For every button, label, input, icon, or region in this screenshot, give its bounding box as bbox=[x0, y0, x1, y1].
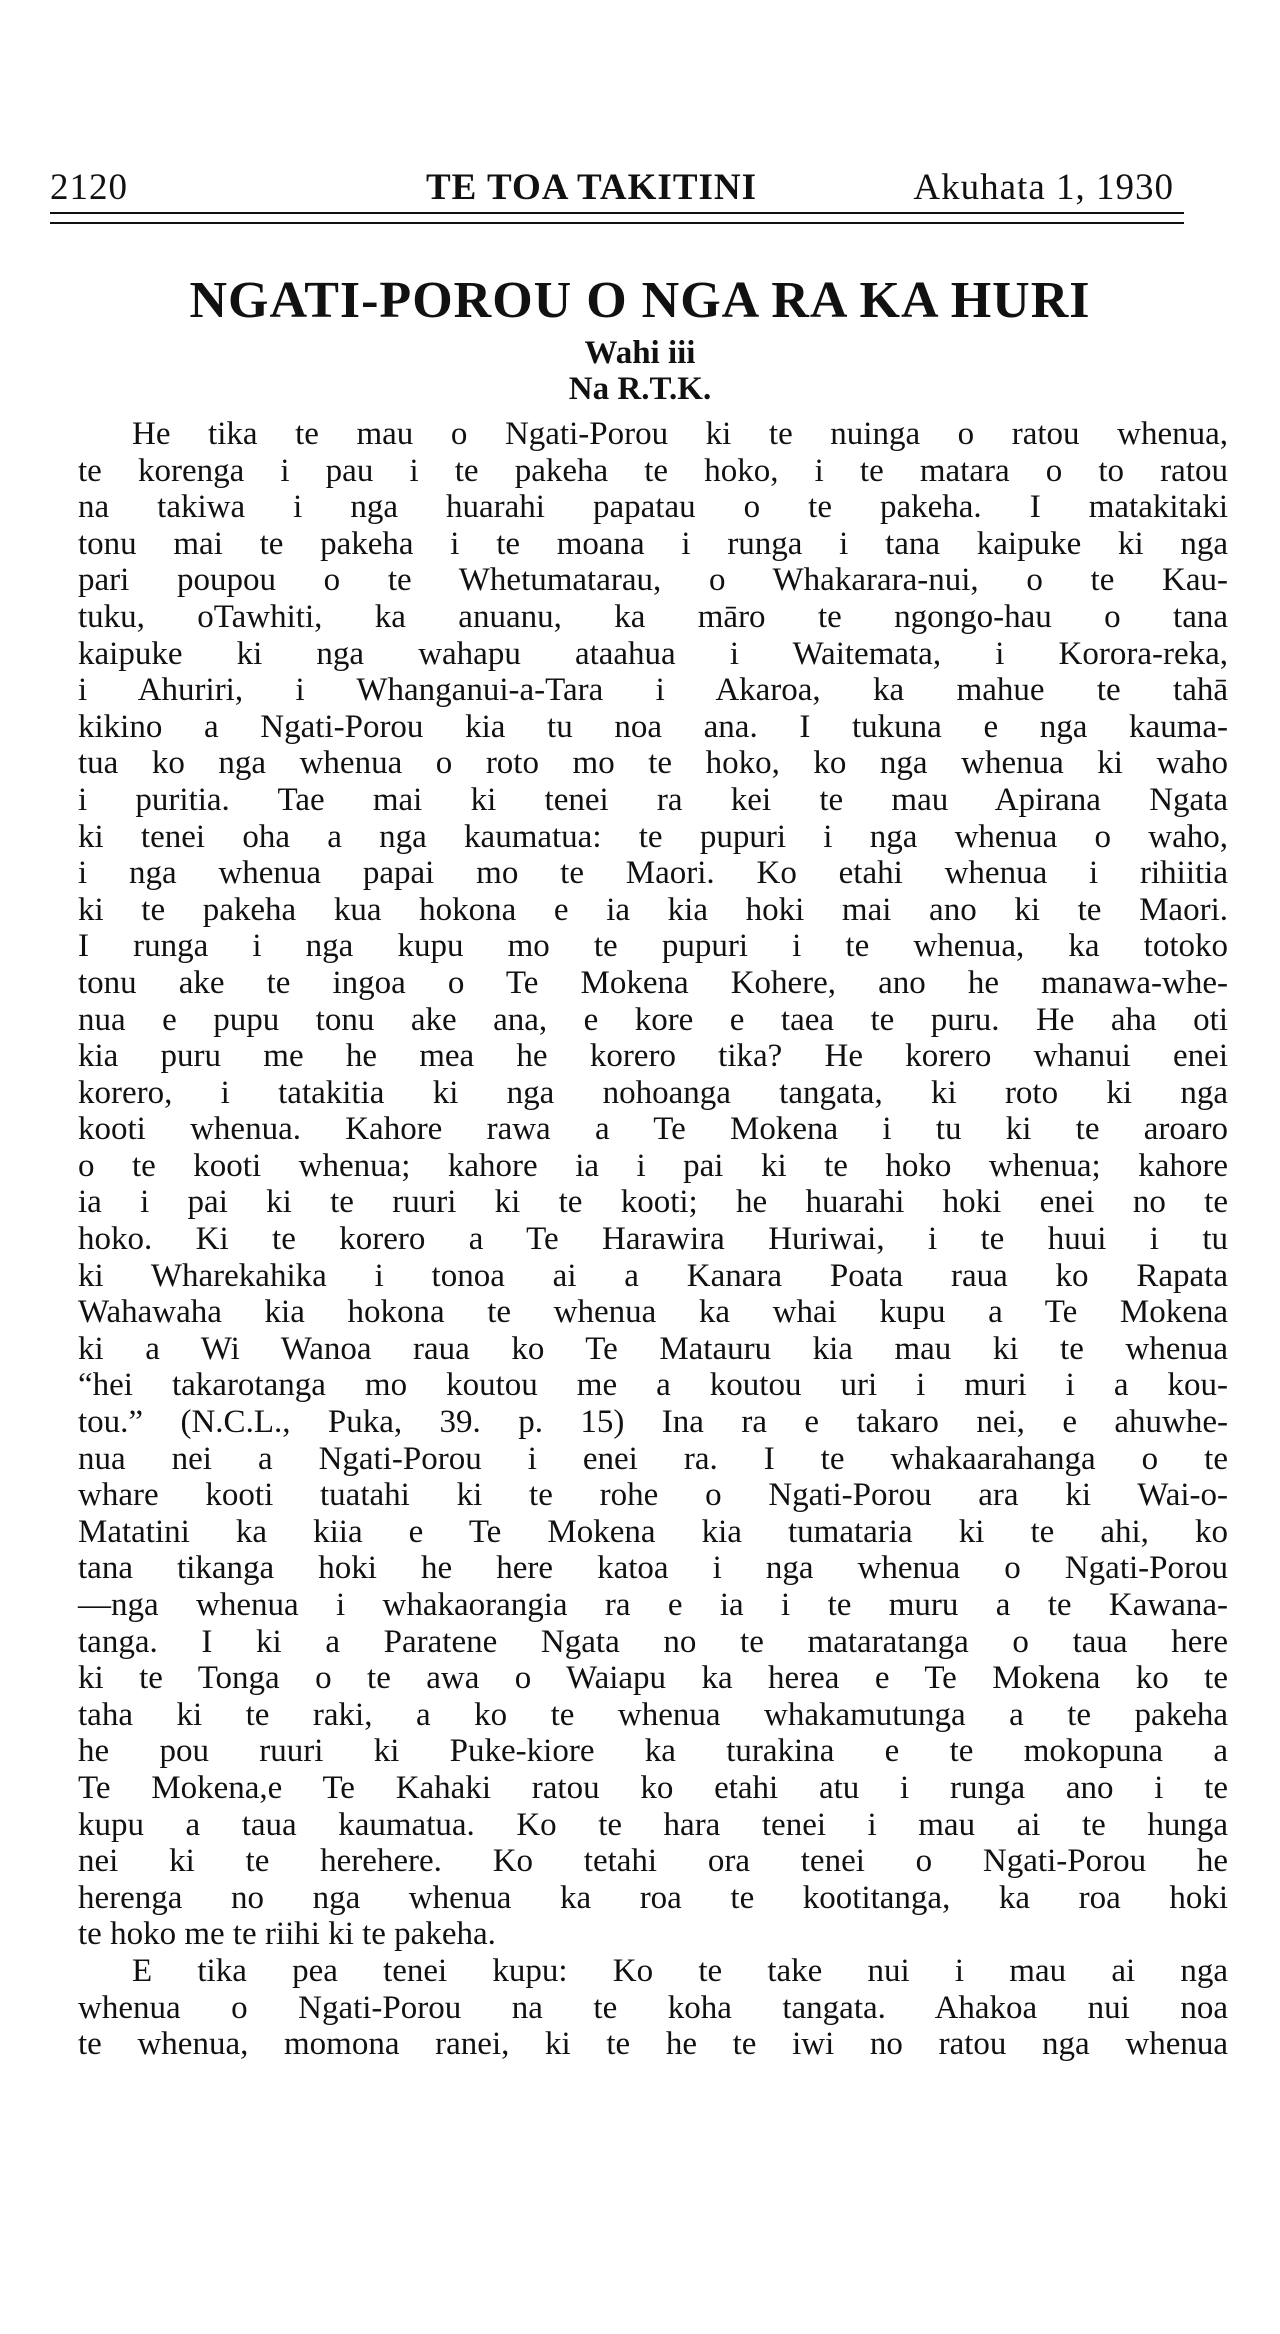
text-line: ki te Tonga o te awa o Waiapu ka herea e Te Mokena ko te bbox=[78, 1660, 1228, 1697]
text-line: i nga whenua papai mo te Maori. Ko etahi whenua i rihiitia bbox=[78, 855, 1228, 892]
text-line: nei ki te herehere. Ko tetahi ora tenei o Ngati-Porou he bbox=[78, 1843, 1228, 1880]
text-line: tuku, oTawhiti, ka anuanu, ka māro te ngongo-hau o tana bbox=[78, 598, 1228, 635]
text-line: te korenga i pau i te pakeha te hoko, i te matara o to ratou bbox=[78, 452, 1228, 489]
text-line: kooti whenua. Kahore rawa a Te Mokena i tu ki te aroaro bbox=[78, 1111, 1228, 1148]
text-line: E tika pea tenei kupu: Ko te take nui i mau ai nga bbox=[132, 1952, 1228, 1989]
text-line: Matatini ka kiia e Te Mokena kia tumataria ki te ahi, ko bbox=[78, 1513, 1228, 1550]
header-rule-bottom bbox=[50, 222, 1184, 224]
article-author: Na R.T.K. bbox=[568, 371, 712, 407]
text-line: tonu mai te pakeha i te moana i runga i tana kaipuke ki nga bbox=[78, 525, 1228, 562]
text-line: nua nei a Ngati-Porou i enei ra. I te whakaarahanga o te bbox=[78, 1440, 1228, 1477]
text-line: tou.” (N.C.L., Puka, 39. p. 15) Ina ra e takaro nei, e ahuwhe- bbox=[78, 1404, 1228, 1441]
text-line: pari poupou o te Whetumatarau, o Whakarara-nui, o te Kau- bbox=[78, 562, 1228, 599]
text-line: tana tikanga hoki he here katoa i nga whenua o Ngati-Porou bbox=[78, 1550, 1228, 1587]
header-rule-top bbox=[50, 212, 1184, 214]
text-line: taha ki te raki, a ko te whenua whakamutunga a te pakeha bbox=[78, 1696, 1228, 1733]
text-line: tanga. I ki a Paratene Ngata no te mataratanga o taua here bbox=[78, 1623, 1228, 1660]
text-line: i puritia. Tae mai ki tenei ra kei te mau Apirana Ngata bbox=[78, 781, 1228, 818]
text-line: kupu a taua kaumatua. Ko te hara tenei i mau ai te hunga bbox=[78, 1806, 1228, 1843]
text-line: tua ko nga whenua o roto mo te hoko, ko nga whenua ki waho bbox=[78, 745, 1228, 782]
text-line: ki Wharekahika i tonoa ai a Kanara Poata raua ko Rapata bbox=[78, 1257, 1228, 1294]
running-head bbox=[50, 166, 1180, 210]
text-line: hoko. Ki te korero a Te Harawira Huriwai, i te huui i tu bbox=[78, 1221, 1228, 1258]
text-line: kikino a Ngati-Porou kia tu noa ana. I tukuna e nga kauma- bbox=[78, 708, 1228, 745]
text-line: ki a Wi Wanoa raua ko Te Matauru kia mau ki te whenua bbox=[78, 1330, 1228, 1367]
text-line: ki tenei oha a nga kaumatua: te pupuri i nga whenua o waho, bbox=[78, 818, 1228, 855]
article-title: NGATI-POROU O NGA RA KA HURI bbox=[189, 272, 1091, 329]
text-line: herenga no nga whenua ka roa te kootitanga, ka roa hoki bbox=[78, 1879, 1228, 1916]
issue-date: Akuhata 1, 1930 bbox=[913, 167, 1174, 208]
text-line: Wahawaha kia hokona te whenua ka whai kupu a Te Mokena bbox=[78, 1294, 1228, 1331]
text-line: he pou ruuri ki Puke-kiore ka turakina e te mokopuna a bbox=[78, 1733, 1228, 1770]
text-line: Te Mokena,e Te Kahaki ratou ko etahi atu i runga ano i te bbox=[78, 1769, 1228, 1806]
text-line: ia i pai ki te ruuri ki te kooti; he huarahi hoki enei no te bbox=[78, 1184, 1228, 1221]
text-line: kaipuke ki nga wahapu ataahua i Waitemata, i Korora-reka, bbox=[78, 635, 1228, 672]
text-line: o te kooti whenua; kahore ia i pai ki te hoko whenua; kahore bbox=[78, 1147, 1228, 1184]
text-line: te hoko me te riihi ki te pakeha. bbox=[78, 1916, 496, 1953]
publication-title: TE TOA TAKITINI bbox=[426, 167, 758, 208]
text-line: tonu ake te ingoa o Te Mokena Kohere, ano he manawa-whe- bbox=[78, 964, 1228, 1001]
text-line: ki te pakeha kua hokona e ia kia hoki mai ano ki te Maori. bbox=[78, 891, 1228, 928]
text-line: “hei takarotanga mo koutou me a koutou uri i muri i a kou- bbox=[78, 1367, 1228, 1404]
text-line: He tika te mau o Ngati-Porou ki te nuinga o ratou whenua, bbox=[132, 416, 1228, 452]
text-line: nua e pupu tonu ake ana, e kore e taea te puru. He aha oti bbox=[78, 1001, 1228, 1038]
text-line: na takiwa i nga huarahi papatau o te pakeha. I matakitaki bbox=[78, 489, 1228, 526]
article-body bbox=[78, 416, 1228, 2063]
text-line: kia puru me he mea he korero tika? He korero whanui enei bbox=[78, 1038, 1228, 1075]
text-line: whare kooti tuatahi ki te rohe o Ngati-Porou ara ki Wai-o- bbox=[78, 1477, 1228, 1514]
text-line: I runga i nga kupu mo te pupuri i te whenua, ka totoko bbox=[78, 928, 1228, 965]
text-line: whenua o Ngati-Porou na te koha tangata. Ahakoa nui noa bbox=[78, 1989, 1228, 2026]
text-line: korero, i tatakitia ki nga nohoanga tangata, ki roto ki nga bbox=[78, 1074, 1228, 1111]
text-line: —nga whenua i whakaorangia ra e ia i te muru a te Kawana- bbox=[78, 1587, 1228, 1623]
text-line: te whenua, momona ranei, ki te he te iwi no ratou nga whenua bbox=[78, 2026, 1228, 2063]
page-number: 2120 bbox=[50, 167, 128, 208]
article-part: Wahi iii bbox=[584, 335, 696, 371]
text-line: i Ahuriri, i Whanganui-a-Tara i Akaroa, ka mahue te tahā bbox=[78, 672, 1228, 709]
